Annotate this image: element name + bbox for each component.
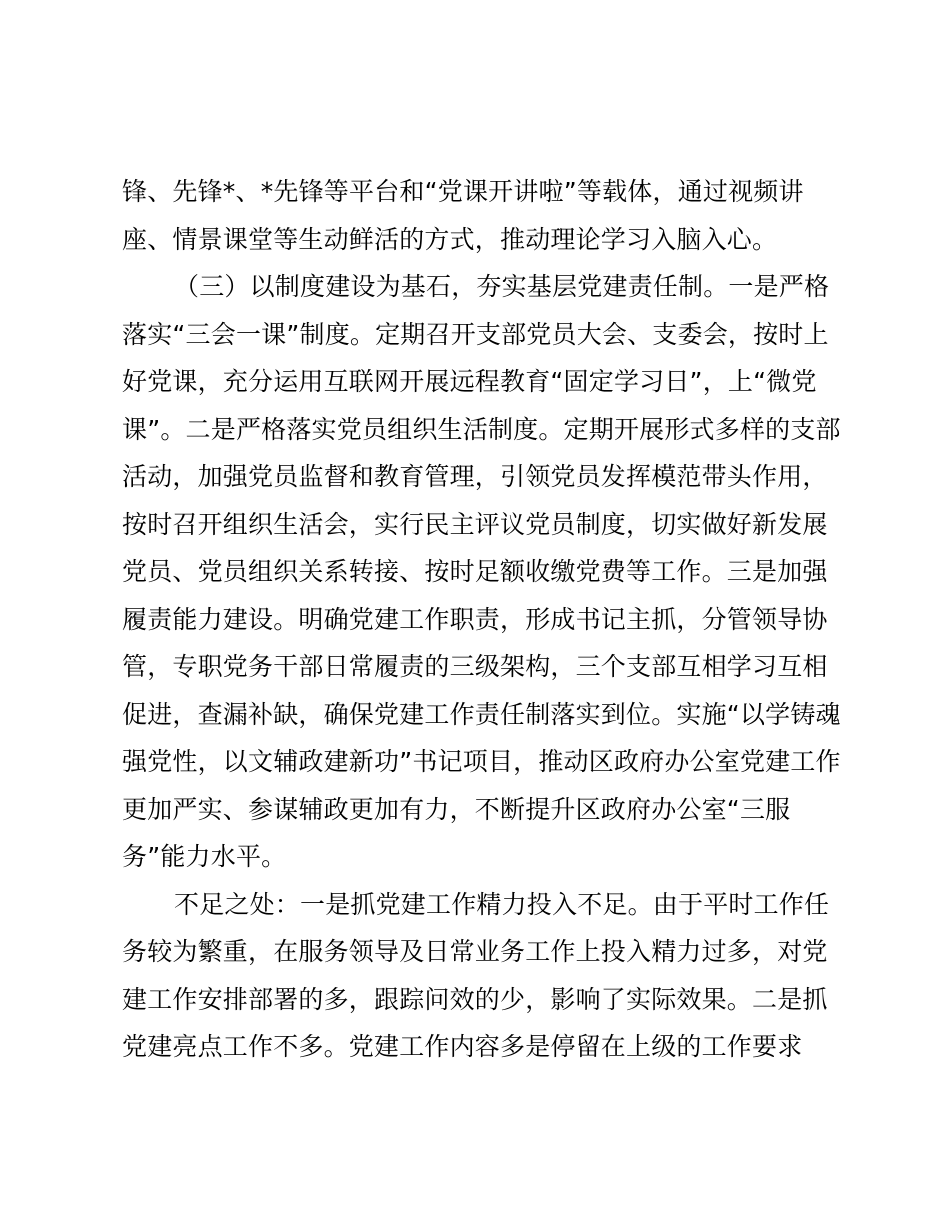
- text-line: 务较为繁重，在服务领导及日常业务工作上投入精力过多，对党: [122, 937, 828, 966]
- text-line: 按时召开组织生活会，实行民主评议党员制度，切实做好新发展: [122, 509, 828, 539]
- text-line: 活动，加强党员监督和教育管理，引领党员发挥模范带头作用，: [122, 462, 828, 491]
- text-line: 不足之处：一是抓党建工作精力投入不足。由于平时工作任: [174, 889, 830, 919]
- text-line: 落实“三会一课”制度。定期召开支部党员大会、支委会，按时上: [122, 319, 829, 349]
- text-line: 锋、先锋*、*先锋等平台和“党课开讲啦”等载体，通过视频讲: [122, 177, 804, 206]
- text-line: 党员、党员组织关系转接、按时足额收缴党费等工作。三是加强: [122, 557, 828, 586]
- text-line: 强党性，以文辅政建新功”书记项目，推动区政府办公室党建工作: [122, 747, 841, 776]
- text-line: 务”能力水平。: [122, 842, 287, 871]
- body-text: [122, 168, 842, 1071]
- text-line: 促进，查漏补缺，确保党建工作责任制落实到位。实施“以学铸魂: [122, 699, 841, 729]
- text-line: （三）以制度建设为基石，夯实基层党建责任制。一是严格: [174, 272, 830, 301]
- text-line: 建工作安排部署的多，跟踪问效的少，影响了实际效果。二是抓: [122, 984, 828, 1014]
- text-line: 管，专职党务干部日常履责的三级架构，三个支部互相学习互相: [122, 652, 828, 681]
- text-line: 好党课，充分运用互联网开展远程教育“固定学习日”，上“微党: [122, 367, 817, 396]
- text-line: 课”。二是严格落实党员组织生活制度。定期开展形式多样的支部: [122, 414, 841, 444]
- text-line: 更加严实、参谋辅政更加有力，不断提升区政府办公室“三服: [122, 794, 791, 824]
- text-line: 座、情景课堂等生动鲜活的方式，推动理论学习入脑入心。: [122, 224, 778, 254]
- text-line: 履责能力建设。明确党建工作职责，形成书记主抓，分管领导协: [122, 604, 828, 634]
- text-line: 党建亮点工作不多。党建工作内容多是停留在上级的工作要求: [122, 1032, 803, 1061]
